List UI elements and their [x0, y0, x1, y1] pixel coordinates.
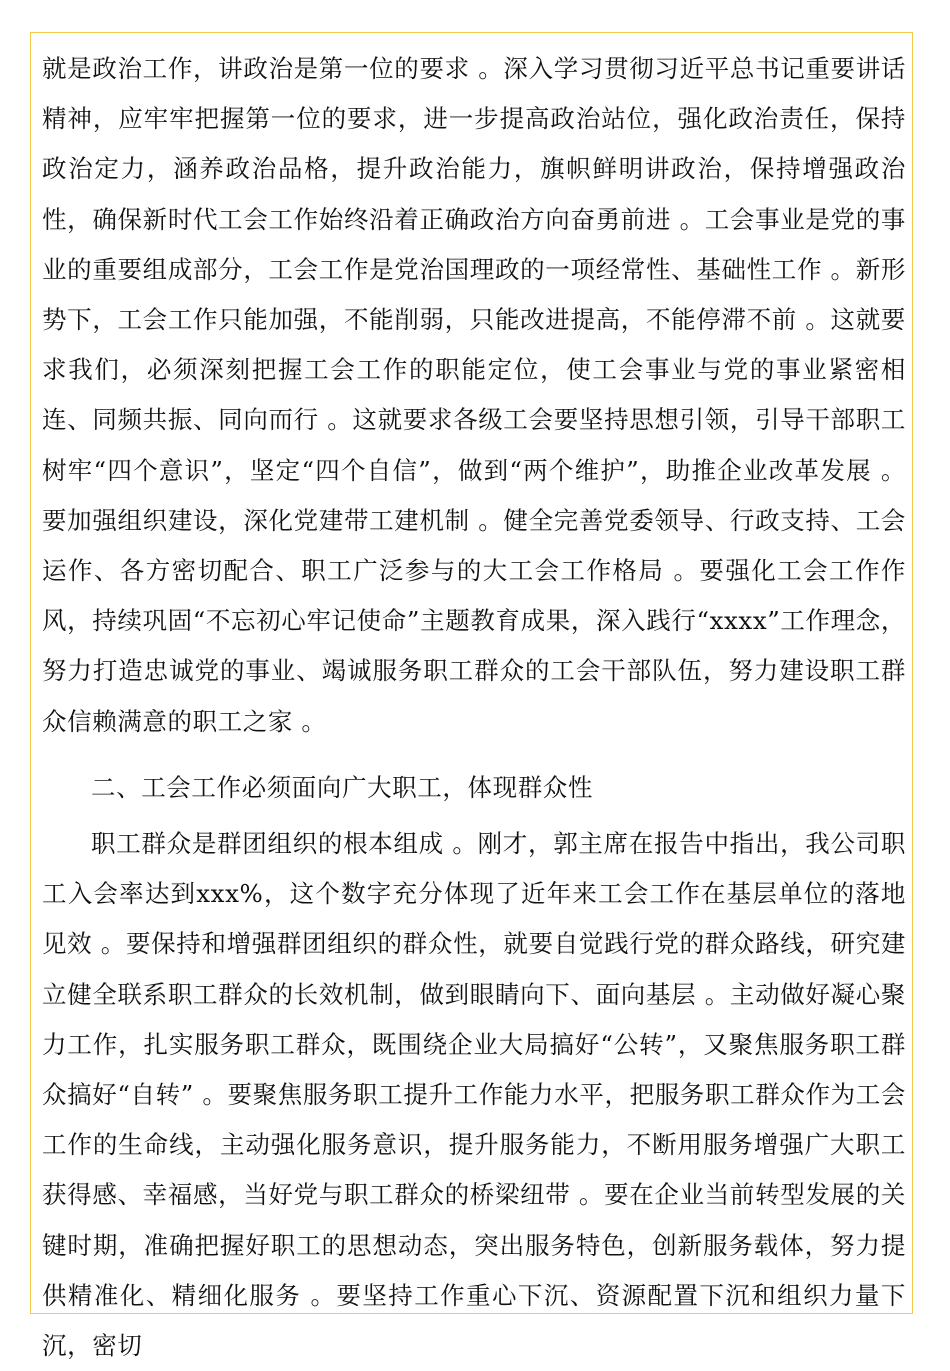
paragraph-section-two: 职工群众是群团组织的根本组成 。刚才，郭主席在报告中指出，我公司职工入会率达到xxx%，这个数字充分体现了近年来工会工作在基层单位的落地见效 。要保持和增强群团组织的群众性，就要自觉践行党的群众路线，研究建立健全联系职工群众的长效机制，做到眼睛向下、面向基层 。主动做好凝心聚力工作，扎实服务职工群众，既围绕企业大局搞好“公转”，又聚焦服务职工群众搞好“自转” 。要聚焦服务职工提升工作能力水平，把服务职工群众作为工会工作的生命线，主动强化服务意识，提升服务能力，不断用服务增强广大职工获得感、幸福感，当好党与职工群众的桥梁纽带 。要在企业当前转型发展的关键时期，准确把握好职工的思想动态，突出服务特色，创新服务载体，努力提供精准化、精细化服务 。要坚持工作重心下沉、资源配置下沉和组织力量下沉，密切: [42, 829, 906, 1361]
paragraph-continued: 就是政治工作，讲政治是第一位的要求 。深入学习贯彻习近平总书记重要讲话精神，应牢牢把握第一位的要求，进一步提高政治站位，强化政治责任，保持政治定力，涵养政治品格，提升政治能力，旗帜鲜明讲政治，保持增强政治性，确保新时代工会工作始终沿着正确政治方向奋勇前进 。工会事业是党的事业的重要组成部分，工会工作是党治国理政的一项经常性、基础性工作 。新形势下，工会工作只能加强，不能削弱，只能改进提高，不能停滞不前 。这就要求我们，必须深刻把握工会工作的职能定位，使工会事业与党的事业紧密相连、同频共振、同向而行 。这就要求各级工会要坚持思想引领，引导干部职工树牢“四个意识”，坚定“四个自信”，做到“两个维护”，助推企业改革发展 。要加强组织建设，深化党建带工建机制 。健全完善党委领导、行政支持、工会运作、各方密切配合、职工广泛参与的大工会工作格局 。要强化工会工作作风，持续巩固“不忘初心牢记使命”主题教育成果，深入践行“xxxx”工作理念，努力打造忠诚党的事业、竭诚服务职工群众的工会干部队伍，努力建设职工群众信赖满意的职工之家 。: [42, 54, 906, 736]
document-body: [42, 44, 906, 1371]
section-heading: 二、工会工作必须面向广大职工，体现群众性: [91, 772, 593, 802]
